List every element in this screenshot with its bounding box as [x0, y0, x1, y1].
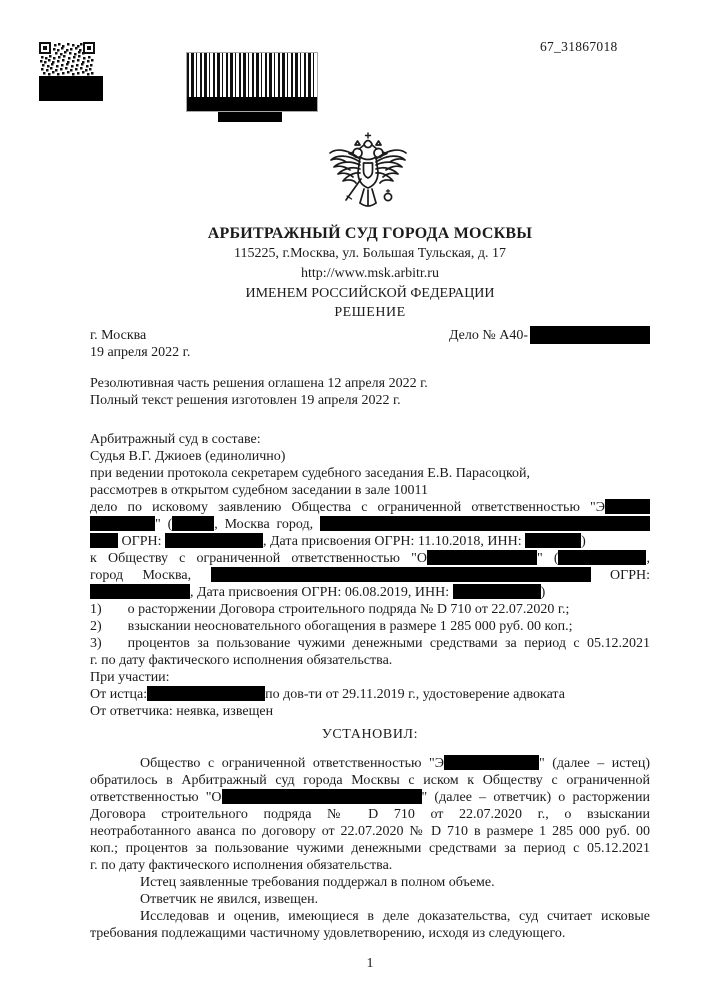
text-segment: ОГРН:	[590, 568, 650, 583]
doc-line	[90, 908, 650, 925]
text-segment: ,	[646, 551, 650, 566]
redaction-bar	[90, 584, 190, 599]
text-segment: От ответчика: неявка, извещен	[90, 704, 274, 719]
redaction-bar	[90, 533, 118, 548]
text-segment: " (далее – ответчик) о расторжении	[421, 790, 650, 805]
full-text-line: Полный текст решения изготовлен 19 апреля 2022 г.	[90, 393, 401, 408]
text-segment: Арбитражный суд в составе:	[90, 432, 261, 447]
redaction-bar	[147, 686, 265, 701]
doc-line	[90, 567, 650, 584]
redaction-bar	[558, 550, 646, 565]
redaction-bar	[530, 326, 650, 344]
text-segment: , Москва город,	[214, 517, 320, 532]
qr-code-icon	[39, 42, 95, 77]
text-segment: ОГРН:	[118, 534, 165, 549]
case-row	[90, 326, 650, 344]
text-segment: обратилось в Арбитражный суд города Москвы с иском к Обществу с ограниченной	[90, 773, 650, 788]
city-label: г. Москва	[90, 327, 147, 343]
text-segment: Общество с ограниченной ответственностью "Э	[140, 756, 444, 771]
court-website: http://www.msk.arbitr.ru	[301, 266, 439, 281]
text-segment: коп.; процентов за пользование чужими денежными средствами за период с 05.12.2021	[90, 841, 650, 856]
doc-line	[90, 703, 650, 720]
doc-line	[90, 925, 650, 942]
doc-line	[90, 550, 650, 567]
text-segment: неотработанного аванса по договору от 22.07.2020 № D 710 в размере 1 285 000 руб. 00	[90, 824, 650, 839]
text-segment: г. по дату фактического исполнения обязательства.	[90, 858, 393, 873]
text-segment: взыскании неосновательного обогащения в размере 1 285 000 руб. 00 коп.;	[127, 619, 573, 634]
doc-line	[90, 516, 650, 533]
operative-part-line: Резолютивная часть решения оглашена 12 апреля 2022 г.	[90, 376, 428, 391]
text-segment: )	[540, 585, 546, 600]
doc-line	[90, 686, 650, 703]
text-segment: 3)	[90, 636, 102, 651]
case-intro-lines	[90, 431, 650, 720]
text-segment: Ответчик не явился, извещен.	[140, 892, 319, 907]
document-id: 67_31867018	[540, 39, 618, 54]
redaction-bar	[605, 499, 650, 514]
doc-line	[90, 874, 650, 891]
doc-line	[90, 652, 650, 669]
doc-line	[90, 482, 650, 499]
redaction-bar	[525, 533, 581, 548]
doc-line	[90, 499, 650, 516]
text-segment: " (далее – истец)	[538, 756, 650, 771]
spacer	[90, 361, 650, 375]
doc-line	[90, 891, 650, 908]
redaction-bar	[320, 516, 650, 531]
doc-line	[90, 806, 650, 823]
court-address: 115225, г.Москва, ул. Большая Тульская, д. 17	[234, 246, 506, 261]
redaction-bar	[172, 516, 214, 531]
text-segment: При участии:	[90, 670, 170, 685]
redaction-bar	[211, 567, 591, 582]
text-segment: по дов-ти от 29.11.2019 г., удостоверение адвоката	[265, 687, 565, 702]
doc-line	[90, 465, 650, 482]
document-body	[90, 0, 650, 972]
redaction-bar	[427, 550, 537, 565]
text-segment: Договора строительного подряда № D 710 от 22.07.2020 г., о взыскании	[90, 807, 650, 822]
text-segment: " (	[536, 551, 559, 566]
redaction-bar	[165, 533, 263, 548]
text-segment: Исследовав и оценив, имеющиеся в деле доказательства, суд считает исковые	[140, 909, 650, 924]
spacer	[90, 409, 650, 431]
text-segment: " (	[155, 517, 173, 532]
text-segment: )	[581, 534, 586, 549]
text-segment: 1)	[90, 602, 102, 617]
doc-line	[90, 618, 650, 635]
text-segment: , Дата присвоения ОГРН: 06.08.2019, ИНН:	[190, 585, 453, 600]
text-segment: 2)	[90, 619, 102, 634]
text-segment: требования подлежащими частичному удовлетворению, исходя из следующего.	[90, 926, 566, 941]
doc-line	[90, 669, 650, 686]
text-segment: дело по исковому заявлению Общества с ограниченной ответственностью "Э	[90, 500, 605, 515]
text-segment: Судья В.Г. Джиоев (единолично)	[90, 449, 286, 464]
redaction-bar	[453, 584, 541, 599]
text-segment: От истца:	[90, 687, 148, 702]
decision-date: 19 апреля 2022 г.	[90, 345, 191, 360]
page-number: 1	[366, 956, 374, 971]
document-type-title: РЕШЕНИЕ	[334, 305, 406, 320]
doc-line	[90, 533, 650, 550]
doc-line	[90, 448, 650, 465]
case-number-label: Дело № А40-	[448, 327, 528, 343]
ustanovil-heading: УСТАНОВИЛ:	[321, 727, 419, 742]
doc-line	[90, 840, 650, 857]
doc-line	[90, 431, 650, 448]
doc-line	[90, 772, 650, 789]
text-segment: г. по дату фактического исполнения обязательства.	[90, 653, 393, 668]
text-segment: ответственностью "О	[90, 790, 222, 805]
doc-line	[90, 601, 650, 618]
text-segment: , Дата присвоения ОГРН: 11.10.2018, ИНН:	[263, 534, 526, 549]
in-the-name-line: ИМЕНЕМ РОССИЙСКОЙ ФЕДЕРАЦИИ	[245, 286, 495, 301]
text-segment: город Москва,	[90, 568, 211, 583]
doc-line	[90, 789, 650, 806]
text-segment: к Обществу с ограниченной ответственностью "О	[90, 551, 427, 566]
text-segment: рассмотрев в открытом судебном заседании в зале 10011	[90, 483, 429, 498]
court-name: АРБИТРАЖНЫЙ СУД ГОРОДА МОСКВЫ	[207, 225, 533, 242]
text-segment: Истец заявленные требования поддержал в полном объеме.	[140, 875, 495, 890]
text-segment: процентов за пользование чужими денежными средствами за период с 05.12.2021	[127, 636, 650, 651]
doc-line	[90, 584, 650, 601]
established-lines	[90, 755, 650, 942]
doc-line	[90, 755, 650, 772]
spacer	[90, 743, 650, 755]
text-segment: при ведении протокола секретарем судебного заседания Е.В. Парасоцкой,	[90, 466, 531, 481]
redaction-bar	[444, 755, 539, 770]
doc-line	[90, 823, 650, 840]
redaction-bar	[222, 789, 422, 804]
doc-line	[90, 635, 650, 652]
case-number	[449, 326, 650, 344]
text-segment: о расторжении Договора строительного подряда № D 710 от 22.07.2020 г.;	[127, 602, 570, 617]
redaction-bar	[90, 516, 155, 531]
doc-line	[90, 857, 650, 874]
